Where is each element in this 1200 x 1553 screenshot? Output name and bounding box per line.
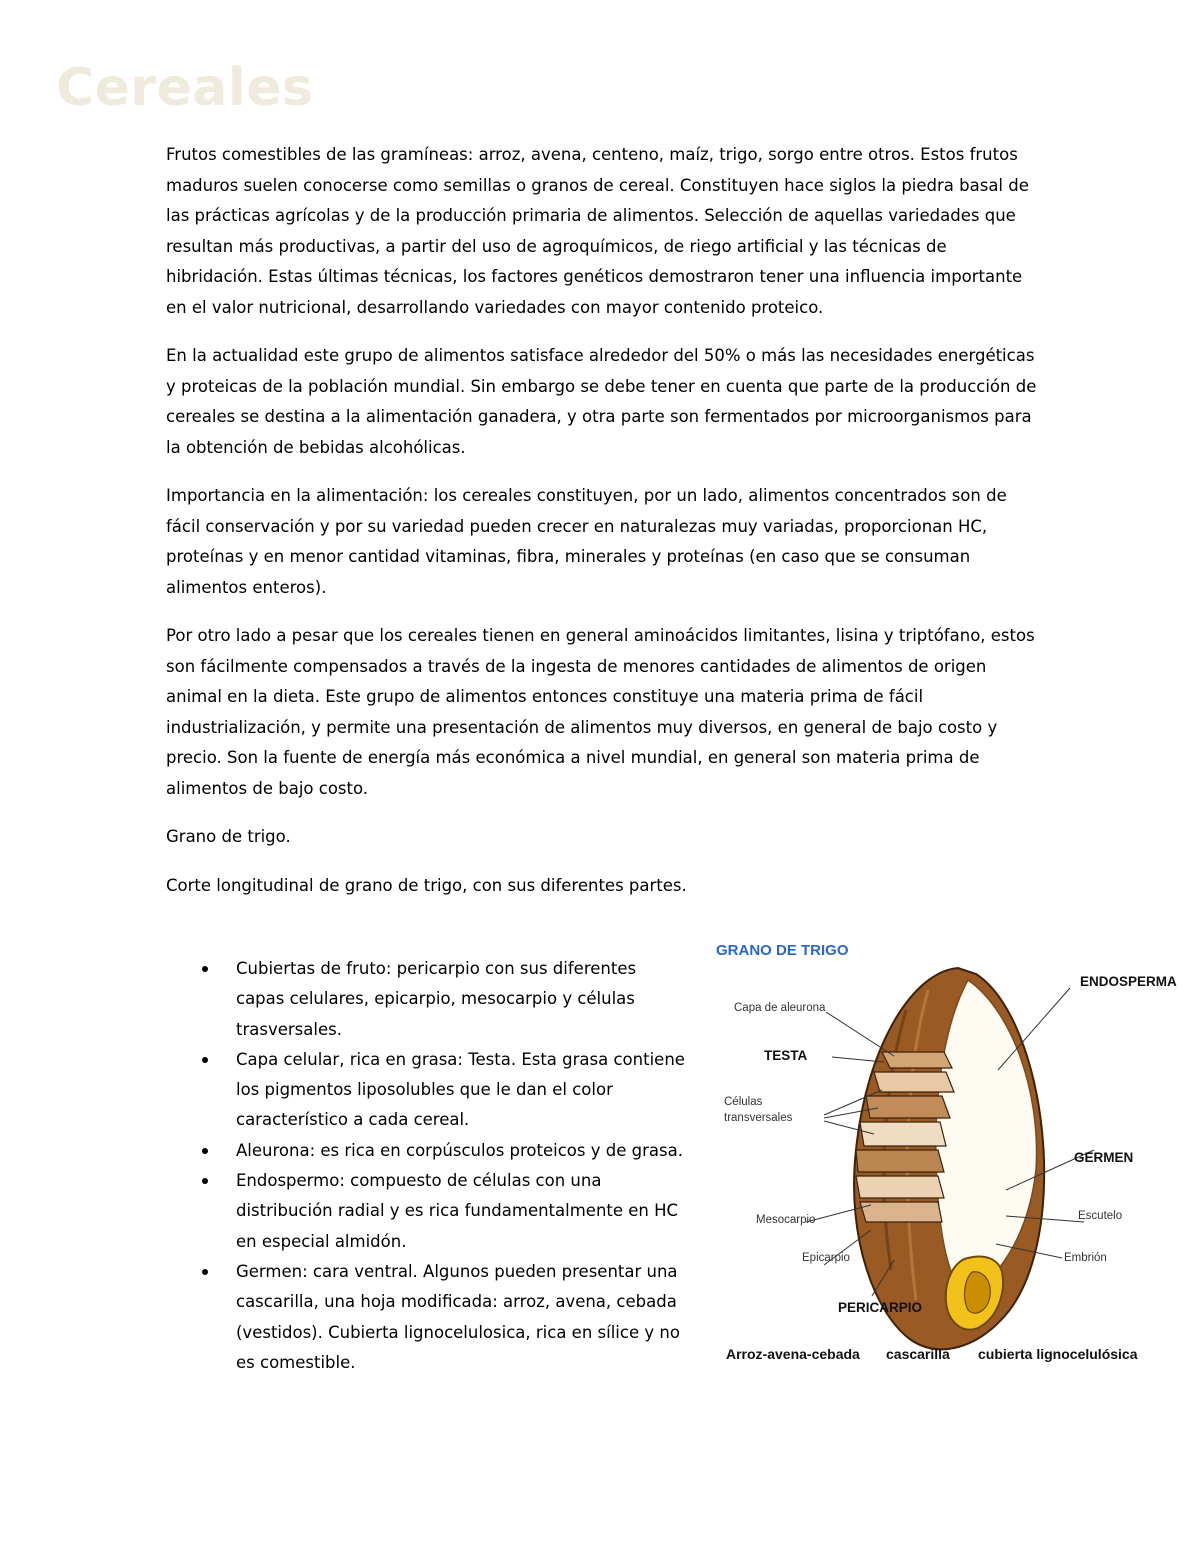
caption-arroz-avena-cebada: Arroz-avena-cebada (726, 1346, 860, 1362)
page-title: Cereales (56, 58, 314, 118)
figure-title: GRANO DE TRIGO (716, 942, 849, 959)
paragraph-intro: Frutos comestibles de las gramíneas: arroz, avena, centeno, maíz, trigo, sorgo entre otros. Estos frutos maduros suelen conocerse como semillas o granos de cereal. Constituyen hace siglos la piedra basal de las prácticas agrícolas y de la producción primaria de alimentos. Selección de aquellas variedades que resultan más productivas, a partir del uso de agroquímicos, de riego artificial y las técnicas de hibridación. Estas últimas técnicas, los factores genéticos demostraron tener una influencia importante en el valor nutricional, desarrollando variedades con mayor contenido proteico. (166, 145, 1029, 317)
label-transversales: transversales (724, 1112, 793, 1124)
paragraph-corte-longitudinal: Corte longitudinal de grano de trigo, con sus diferentes partes. (166, 875, 687, 895)
label-celulas: Células (724, 1096, 763, 1108)
label-mesocarpio: Mesocarpio (756, 1214, 816, 1226)
list-item: Aleurona: es rica en corpúsculos proteicos y de grasa. (166, 1136, 686, 1166)
paragraph-importancia: Importancia en la alimentación: los cereales constituyen, por un lado, alimentos concentrados son de fácil conservación y por su variedad pueden crecer en naturalezas muy variadas, proporcionan HC, proteínas y en menor cantidad vitaminas, fibra, minerales y proteínas (en caso que se consuman alimentos enteros). (166, 486, 1007, 597)
paragraph-otro-lado: Por otro lado a pesar que los cereales tienen en general aminoácidos limitantes, lisina y triptófano, estos son fácilmente compensados a través de la ingesta de menores cantidades de alimentos de origen animal en la dieta. Este grupo de alimentos entonces constituye una materia prima de fácil industrialización, y permite una presentación de alimentos muy diversos, en general de bajo costo y precio. Son la fuente de energía más económica a nivel mundial, en general son materia prima de alimentos de bajo costo. (166, 626, 1035, 798)
label-capa-aleurona: Capa de aleurona (734, 1002, 826, 1014)
paragraph-actualidad: En la actualidad este grupo de alimentos satisface alrededor del 50% o más las necesidades energéticas y proteicas de la población mundial. Sin embargo se debe tener en cuenta que parte de la producción de cereales se destina a la alimentación ganadera, y otra parte son fermentados por microorganismos para la obtención de bebidas alcohólicas. (166, 346, 1037, 457)
parts-list (166, 954, 686, 1378)
caption-cubierta: cubierta lignocelulósica (978, 1346, 1138, 1362)
label-testa: TESTA (764, 1048, 808, 1063)
list-item: Germen: cara ventral. Algunos pueden presentar una cascarilla, una hoja modificada: arroz, avena, cebada (vestidos). Cubierta lignocelulosica, rica en sílice y no es comestible. (166, 1257, 686, 1378)
label-epicarpio: Epicarpio (802, 1252, 850, 1264)
wheat-grain-figure (706, 940, 1177, 1380)
label-endosperma: ENDOSPERMA (1080, 974, 1177, 989)
label-germen: GERMEN (1074, 1150, 1134, 1165)
list-item: Endospermo: compuesto de células con una distribución radial y es rica fundamentalmente en HC en especial almidón. (166, 1166, 686, 1257)
embryo (965, 1272, 991, 1313)
body-text (166, 140, 1046, 919)
label-pericarpio: PERICARPIO (838, 1300, 923, 1315)
list-item: Cubiertas de fruto: pericarpio con sus diferentes capas celulares, epicarpio, mesocarpio y células trasversales. (166, 954, 686, 1045)
label-escutelo: Escutelo (1078, 1210, 1123, 1222)
paragraph-grano-trigo: Grano de trigo. (166, 827, 291, 846)
label-embrion: Embrión (1064, 1252, 1107, 1264)
list-item: Capa celular, rica en grasa: Testa. Esta grasa contiene los pigmentos liposolubles que le dan el color característico a cada cereal. (166, 1045, 686, 1136)
caption-cascarilla: cascarilla (886, 1346, 950, 1362)
